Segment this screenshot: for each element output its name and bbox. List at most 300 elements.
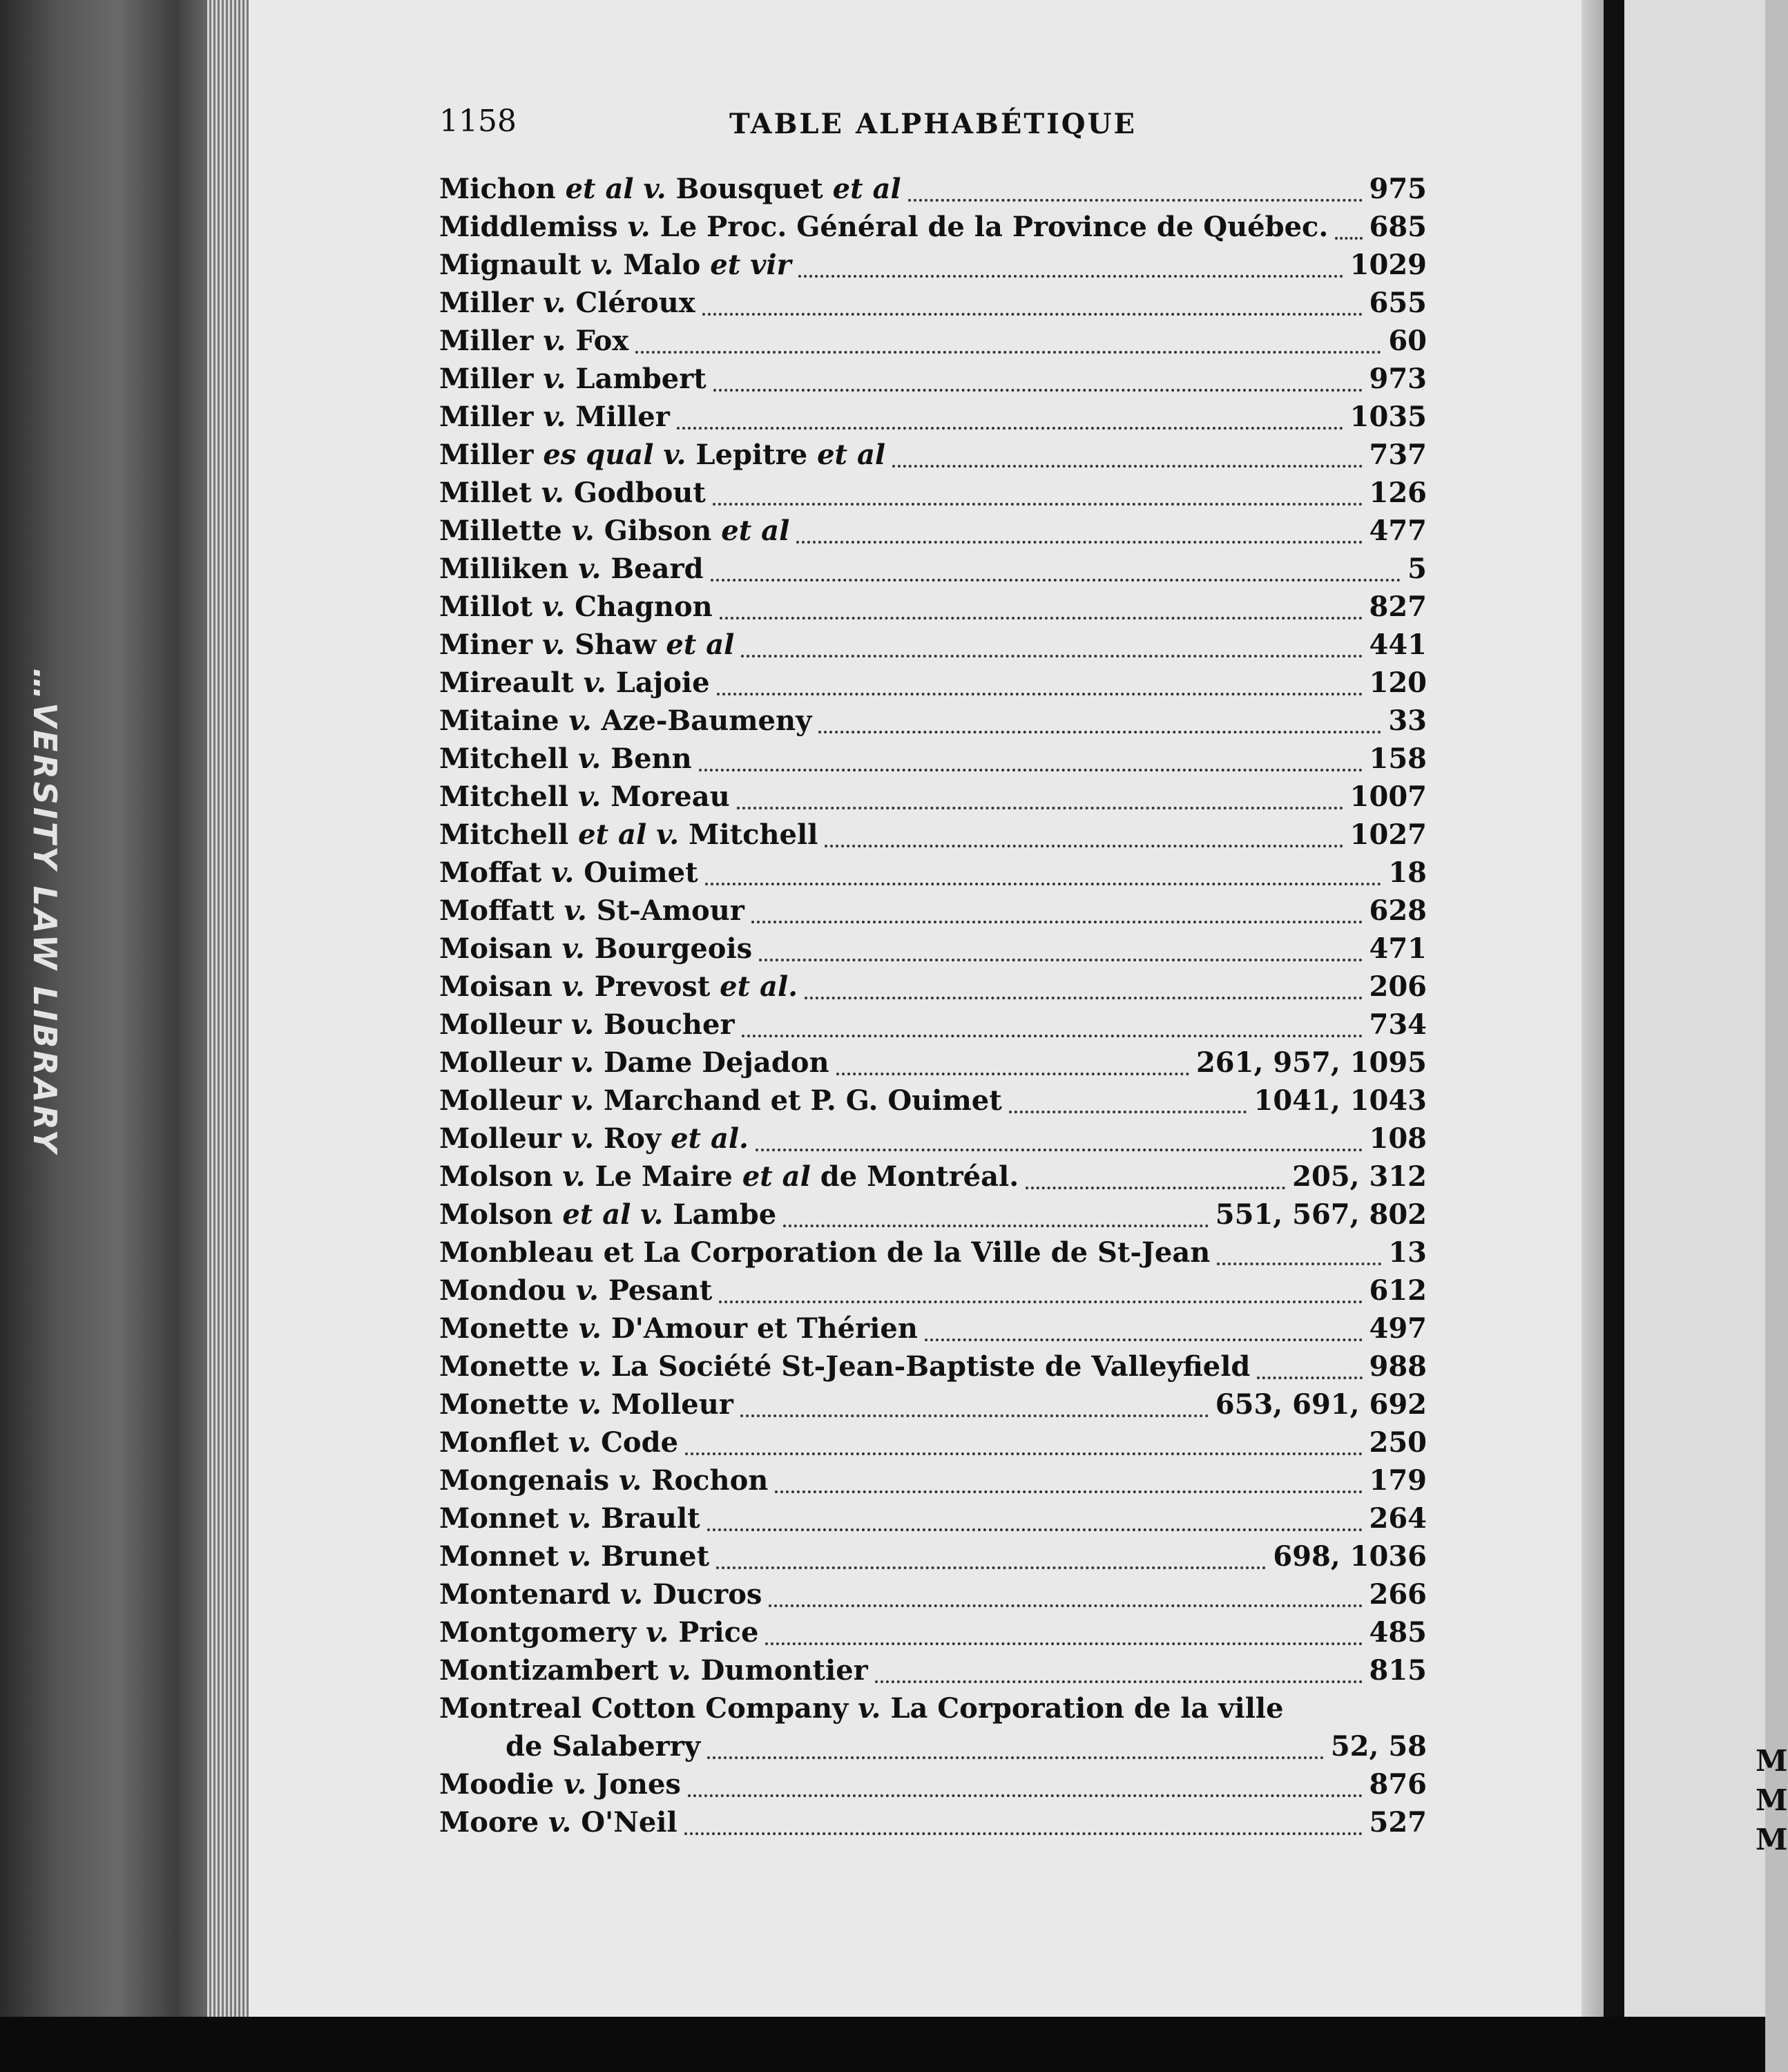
dot-leader <box>713 389 1363 392</box>
index-entry <box>439 211 1427 249</box>
dot-leader <box>818 731 1381 733</box>
versus: v. <box>578 1312 602 1345</box>
page-reference: 13 <box>1388 1236 1427 1269</box>
index-entry <box>439 1654 1427 1692</box>
versus: v. <box>627 211 651 243</box>
case-name <box>439 287 695 319</box>
versus: v. <box>858 1692 881 1725</box>
versus: v. <box>643 173 666 205</box>
page-reference: 1041, 1043 <box>1253 1084 1427 1117</box>
index-entry <box>439 477 1427 515</box>
respondent: de Salaberry <box>506 1730 701 1763</box>
page-reference: 250 <box>1369 1426 1427 1459</box>
respondent-qualifier: et al <box>832 173 901 205</box>
index-entry <box>439 173 1427 211</box>
index-entry <box>439 249 1427 287</box>
versus: v. <box>619 1578 644 1611</box>
dot-leader <box>716 1566 1266 1569</box>
plaintiff: Millette <box>439 515 562 547</box>
versus: v. <box>568 1540 592 1573</box>
respondent: Chagnon <box>575 591 713 623</box>
index-entry <box>439 742 1427 780</box>
index-entry <box>439 1502 1427 1540</box>
page-edges <box>207 0 249 2017</box>
page-reference: 988 <box>1369 1350 1427 1383</box>
respondent: Le Proc. Général de la Province de Québec. <box>660 211 1329 243</box>
plaintiff: Mondou <box>439 1274 566 1307</box>
respondent: Lepitre <box>695 439 808 471</box>
plaintiff: Molleur <box>439 1046 561 1079</box>
dot-leader <box>717 693 1363 696</box>
dot-leader <box>1335 237 1362 240</box>
respondent: Code <box>601 1426 679 1459</box>
respondent: Boucher <box>603 1008 735 1041</box>
plaintiff: Montizambert <box>439 1654 659 1687</box>
page-reference: 5 <box>1407 553 1427 585</box>
page-reference: 973 <box>1369 363 1427 395</box>
page-reference: 827 <box>1369 591 1427 623</box>
index-entry <box>439 894 1427 932</box>
respondent: Bourgeois <box>594 932 753 965</box>
case-name <box>439 439 885 471</box>
plaintiff: Miller <box>439 401 534 433</box>
plaintiff: Mitchell <box>439 818 569 851</box>
versus: v. <box>541 591 566 623</box>
versus: v. <box>570 1046 595 1079</box>
index-entry <box>439 1768 1427 1806</box>
respondent: Dame Dejadon <box>603 1046 829 1079</box>
dot-leader <box>1026 1187 1285 1189</box>
spine-stamp <box>7 290 83 1533</box>
scan-bottom-border <box>0 2017 1765 2072</box>
versus: v. <box>564 1768 587 1801</box>
versus: v. <box>561 970 585 1003</box>
page-reference: 527 <box>1369 1806 1427 1839</box>
page-reference: 653, 691, 692 <box>1215 1388 1427 1421</box>
page-reference: 264 <box>1369 1502 1427 1535</box>
case-name <box>439 1388 733 1421</box>
respondent: Le Maire <box>595 1160 733 1193</box>
respondent: Fox <box>575 325 629 357</box>
index-entry <box>439 780 1427 818</box>
respondent: Godbout <box>573 477 706 509</box>
versus: v. <box>578 553 602 585</box>
facing-page-letter: M <box>1756 1823 1788 1857</box>
versus: v. <box>590 249 614 281</box>
facing-page-letter: M <box>1756 1783 1788 1817</box>
respondent: La Corporation de la ville <box>890 1692 1284 1725</box>
dot-leader <box>769 1604 1362 1607</box>
plaintiff: Mongenais <box>439 1464 610 1497</box>
plaintiff: Moodie <box>439 1768 555 1801</box>
versus: v. <box>541 477 564 509</box>
case-name <box>439 363 706 395</box>
case-name <box>439 249 791 281</box>
plaintiff: Monette <box>439 1350 569 1383</box>
book-gutter <box>1604 0 1624 2017</box>
plaintiff: Moffat <box>439 856 542 889</box>
index-entry <box>439 1730 1427 1768</box>
page-reference: 477 <box>1369 515 1427 547</box>
case-name <box>439 780 730 813</box>
case-name <box>439 401 670 433</box>
plaintiff-qualifier: et al <box>578 818 647 851</box>
dot-leader <box>635 351 1381 354</box>
dot-leader <box>798 275 1343 278</box>
respondent: Bousquet <box>675 173 823 205</box>
page-reference: 471 <box>1369 932 1427 965</box>
plaintiff-qualifier: et al <box>562 1198 631 1231</box>
index-entry <box>439 591 1427 629</box>
page-reference: 158 <box>1369 742 1427 775</box>
versus: v. <box>668 1654 691 1687</box>
dot-leader <box>892 465 1362 468</box>
dot-leader <box>908 199 1363 202</box>
index-entry <box>439 439 1427 477</box>
dot-leader <box>740 1414 1209 1417</box>
dot-leader <box>699 769 1363 771</box>
dot-leader <box>677 427 1343 430</box>
versus: v. <box>663 439 686 471</box>
page-reference: 612 <box>1369 1274 1427 1307</box>
case-name <box>439 1578 762 1611</box>
case-name <box>439 211 1328 243</box>
versus: v. <box>578 780 602 813</box>
versus: v. <box>640 1198 664 1231</box>
plaintiff: Montenard <box>439 1578 611 1611</box>
plaintiff: Michon <box>439 173 556 205</box>
page-reference: 108 <box>1369 1122 1427 1155</box>
index-entry <box>439 1806 1427 1844</box>
dot-leader <box>875 1680 1363 1683</box>
dot-leader <box>925 1339 1363 1341</box>
respondent: Brault <box>601 1502 700 1535</box>
dot-leader <box>775 1490 1362 1493</box>
versus: v. <box>583 666 606 699</box>
page-reference: 60 <box>1388 325 1427 357</box>
plaintiff: Mireault <box>439 666 574 699</box>
versus: v. <box>578 1388 602 1421</box>
respondent: Lambe <box>673 1198 777 1231</box>
page-reference: 33 <box>1388 704 1427 737</box>
index-entry <box>439 1046 1427 1084</box>
case-name <box>439 1616 758 1649</box>
respondent-qualifier: et al <box>817 439 886 471</box>
case-name <box>439 1274 712 1307</box>
dot-leader <box>1009 1111 1247 1113</box>
respondent: D'Amour et Thérien <box>611 1312 918 1345</box>
respondent: Marchand et P. G. Ouimet <box>603 1084 1002 1117</box>
case-name <box>439 856 698 889</box>
page-reference: 737 <box>1369 439 1427 471</box>
versus: v. <box>578 742 602 775</box>
plaintiff: Miller <box>439 325 534 357</box>
index-entry <box>439 1692 1427 1730</box>
plaintiff: Montgomery <box>439 1616 637 1649</box>
case-name <box>439 629 734 661</box>
plaintiff: Monette <box>439 1312 569 1345</box>
page-reference: 1029 <box>1349 249 1427 281</box>
dot-leader <box>720 617 1363 620</box>
dot-leader <box>805 997 1362 999</box>
case-name <box>439 1122 749 1155</box>
plaintiff: Moore <box>439 1806 539 1839</box>
respondent-qualifier: et al <box>666 629 735 661</box>
case-name <box>439 173 901 205</box>
versus: v. <box>578 1350 602 1383</box>
case-name <box>439 742 692 775</box>
case-name <box>439 1806 677 1839</box>
page-reference: 734 <box>1369 1008 1427 1041</box>
plaintiff: Milliken <box>439 553 569 585</box>
plaintiff: Miner <box>439 629 533 661</box>
plaintiff: Molson <box>439 1160 553 1193</box>
plaintiff: Mitchell <box>439 780 569 813</box>
case-name <box>439 1654 868 1687</box>
versus: v. <box>564 894 587 927</box>
dot-leader <box>751 921 1363 923</box>
dot-leader <box>783 1225 1209 1227</box>
dot-leader <box>702 313 1363 316</box>
case-name <box>439 325 628 357</box>
index-entry <box>439 363 1427 401</box>
plaintiff: Molleur <box>439 1008 561 1041</box>
respondent: Moreau <box>611 780 730 813</box>
dot-leader <box>836 1073 1189 1075</box>
plaintiff: Monnet <box>439 1502 559 1535</box>
respondent: St-Amour <box>596 894 744 927</box>
versus: v. <box>562 1160 586 1193</box>
running-title: TABLE ALPHABÉTIQUE <box>729 108 1137 140</box>
case-name <box>439 932 752 965</box>
page-reference: 441 <box>1369 629 1427 661</box>
respondent: Roy <box>603 1122 662 1155</box>
dot-leader <box>707 1756 1324 1759</box>
versus: v. <box>570 1008 595 1041</box>
dot-leader <box>711 579 1401 582</box>
index-entry <box>439 1122 1427 1160</box>
page-reference: 628 <box>1369 894 1427 927</box>
index-entry <box>439 932 1427 970</box>
page-number: 1158 <box>439 104 517 139</box>
case-name <box>439 1236 1210 1269</box>
index-entry <box>439 515 1427 553</box>
respondent: O'Neil <box>581 1806 677 1839</box>
case-name <box>439 894 744 927</box>
dot-leader <box>684 1832 1363 1835</box>
versus: v. <box>543 325 566 357</box>
case-name <box>439 1350 1250 1383</box>
case-name <box>506 1730 700 1763</box>
index-entry <box>439 1464 1427 1502</box>
page-reference: 551, 567, 802 <box>1215 1198 1427 1231</box>
page-reference: 1007 <box>1349 780 1427 813</box>
case-name <box>439 1046 829 1079</box>
respondent: Ouimet <box>584 856 698 889</box>
index-entries <box>439 173 1427 1844</box>
respondent: Gibson <box>604 515 712 547</box>
index-entry <box>439 1312 1427 1350</box>
case-name <box>439 1464 768 1497</box>
versus: v. <box>543 287 566 319</box>
plaintiff: Mignault <box>439 249 581 281</box>
respondent: Benn <box>611 742 692 775</box>
case-name <box>439 1198 776 1231</box>
index-entry <box>439 1160 1427 1198</box>
versus: v. <box>543 363 566 395</box>
dot-leader <box>705 883 1382 885</box>
page-reference: 261, 957, 1095 <box>1195 1046 1427 1079</box>
index-entry <box>439 1388 1427 1426</box>
case-name <box>439 1426 678 1459</box>
index-entry <box>439 553 1427 591</box>
respondent-qualifier: et vir <box>710 249 791 281</box>
dot-leader <box>825 845 1343 847</box>
page-reference: 975 <box>1369 173 1427 205</box>
respondent: Dumontier <box>700 1654 868 1687</box>
plaintiff: Molson <box>439 1198 553 1231</box>
index-entry <box>439 970 1427 1008</box>
plaintiff: Mitchell <box>439 742 569 775</box>
dot-leader <box>796 541 1362 544</box>
versus: v. <box>570 1122 595 1155</box>
page-reference: 815 <box>1369 1654 1427 1687</box>
index-entry <box>439 818 1427 856</box>
index-entry <box>439 1274 1427 1312</box>
versus: v. <box>656 818 680 851</box>
respondent: Lambert <box>575 363 706 395</box>
index-entry <box>439 856 1427 894</box>
index-entry <box>439 1236 1427 1274</box>
case-name <box>439 1768 681 1801</box>
page-reference: 266 <box>1369 1578 1427 1611</box>
versus: v. <box>570 1084 595 1117</box>
plaintiff: Miller <box>439 363 534 395</box>
case-name <box>439 666 710 699</box>
plaintiff: Miller <box>439 439 534 471</box>
page-reference: 655 <box>1369 287 1427 319</box>
dot-leader <box>741 655 1362 658</box>
respondent: Cléroux <box>575 287 695 319</box>
respondent-qualifier: et al <box>742 1160 811 1193</box>
dot-leader <box>707 1528 1363 1531</box>
index-entry <box>439 704 1427 742</box>
versus: v. <box>543 401 566 433</box>
respondent: Price <box>678 1616 759 1649</box>
dot-leader <box>756 1149 1363 1151</box>
respondent: Miller <box>575 401 670 433</box>
dot-leader <box>688 1794 1363 1797</box>
index-entry <box>439 1426 1427 1464</box>
plaintiff-qualifier: es qual <box>543 439 654 471</box>
versus: v. <box>575 1274 599 1307</box>
plaintiff: Moisan <box>439 932 552 965</box>
respondent-qualifier: et al. <box>720 970 798 1003</box>
respondent: Molleur <box>611 1388 733 1421</box>
index-entry <box>439 629 1427 666</box>
dot-leader <box>765 1642 1362 1645</box>
versus: v. <box>542 629 566 661</box>
spine-stamp-text: …VERSITY LAW LIBRARY <box>26 668 64 1155</box>
respondent: Mitchell <box>689 818 818 851</box>
dot-leader <box>685 1452 1362 1455</box>
case-name <box>439 515 789 547</box>
respondent-extra: de Montréal. <box>820 1160 1019 1193</box>
index-entry <box>439 1578 1427 1616</box>
versus: v. <box>561 932 585 965</box>
case-name <box>439 1540 709 1573</box>
page-reference: 1027 <box>1349 818 1427 851</box>
page-reference: 698, 1036 <box>1273 1540 1427 1573</box>
plaintiff: Molleur <box>439 1122 561 1155</box>
page-reference: 120 <box>1369 666 1427 699</box>
respondent: Aze-Baumeny <box>601 704 812 737</box>
page-reference: 876 <box>1369 1768 1427 1801</box>
respondent: La Société St-Jean-Baptiste de Valleyfield <box>611 1350 1251 1383</box>
page-reference: 126 <box>1369 477 1427 509</box>
versus: v. <box>568 1502 592 1535</box>
respondent: Lajoie <box>615 666 710 699</box>
case-name <box>439 1692 1284 1725</box>
versus: v. <box>568 704 592 737</box>
case-name <box>439 1502 700 1535</box>
versus: v. <box>619 1464 642 1497</box>
index-entry <box>439 1540 1427 1578</box>
index-entry <box>439 401 1427 439</box>
respondent: Shaw <box>575 629 657 661</box>
case-name <box>439 591 713 623</box>
dot-leader <box>759 959 1362 961</box>
plaintiff: Moffatt <box>439 894 555 927</box>
plaintiff: Monnet <box>439 1540 559 1573</box>
index-entry <box>439 325 1427 363</box>
plaintiff: Miller <box>439 287 534 319</box>
plaintiff: Molleur <box>439 1084 561 1117</box>
plaintiff: Monbleau et La Corporation de la Ville de St-Jean <box>439 1236 1211 1269</box>
dot-leader <box>737 807 1343 809</box>
case-name <box>439 1008 735 1041</box>
respondent: Jones <box>596 1768 681 1801</box>
index-entry <box>439 1616 1427 1654</box>
respondent: Brunet <box>601 1540 710 1573</box>
plaintiff: Middlemiss <box>439 211 618 243</box>
versus: v. <box>646 1616 669 1649</box>
index-entry <box>439 287 1427 325</box>
versus: v. <box>568 1426 592 1459</box>
case-name <box>439 818 818 851</box>
case-name <box>439 553 704 585</box>
index-entry <box>439 666 1427 704</box>
respondent: Pesant <box>608 1274 713 1307</box>
respondent: Prevost <box>594 970 711 1003</box>
respondent-qualifier: et al. <box>671 1122 749 1155</box>
plaintiff: Montreal Cotton Company <box>439 1692 849 1725</box>
page-reference: 179 <box>1369 1464 1427 1497</box>
versus: v. <box>551 856 575 889</box>
dot-leader <box>713 503 1363 506</box>
case-name <box>439 970 798 1003</box>
plaintiff: Monflet <box>439 1426 559 1459</box>
case-name <box>439 477 706 509</box>
facing-page-letter: M <box>1756 1744 1788 1778</box>
page-reference: 52, 58 <box>1330 1730 1427 1763</box>
dot-leader <box>719 1301 1362 1303</box>
index-entry <box>439 1198 1427 1236</box>
case-name <box>439 704 811 737</box>
dot-leader <box>1217 1263 1381 1265</box>
page-reference: 497 <box>1369 1312 1427 1345</box>
index-entry <box>439 1350 1427 1388</box>
